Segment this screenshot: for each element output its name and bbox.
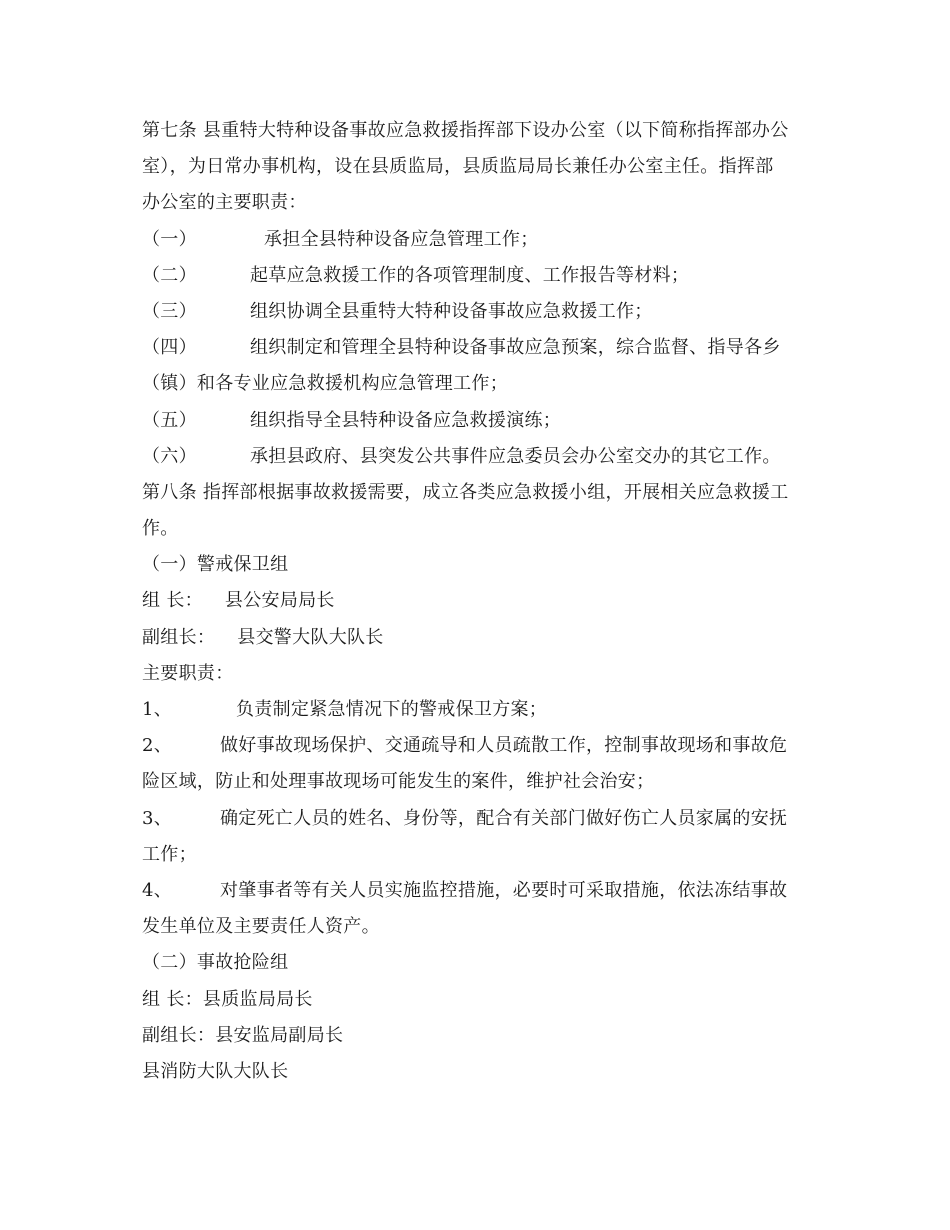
group2-extra: 县消防大队大队长 bbox=[142, 1060, 289, 1082]
duty-number: （一） bbox=[142, 228, 197, 250]
duty-text: 起草应急救援工作的各项管理制度、工作报告等材料； bbox=[250, 264, 690, 286]
leader-label: 组 长： bbox=[142, 590, 203, 612]
duty-item-2 bbox=[142, 258, 812, 294]
group1-title: （一）警戒保卫组 bbox=[142, 554, 289, 576]
group1-duty-4-continued: 发生单位及主要责任人资产。 bbox=[142, 916, 380, 938]
leader-name: 县公安局局长 bbox=[224, 590, 335, 612]
duty-item-4-continued: （镇）和各专业应急救援机构应急管理工作； bbox=[142, 373, 508, 395]
duty-text: 承担全县特种设备应急管理工作； bbox=[264, 228, 539, 250]
duty-text: 组织协调全县重特大特种设备事故应急救援工作； bbox=[250, 300, 653, 322]
group1-duties-title: 主要职责： bbox=[142, 662, 234, 684]
duty-number: 1、 bbox=[142, 699, 173, 720]
duty-text: 对肇事者等有关人员实施监控措施，必要时可采取措施，依法冻结事故 bbox=[220, 879, 788, 901]
group1-duty-3 bbox=[142, 801, 812, 837]
duty-item-1 bbox=[142, 222, 812, 258]
duty-text: 确定死亡人员的姓名、身份等，配合有关部门做好伤亡人员家属的安抚 bbox=[220, 807, 788, 829]
deputy-name: 县交警大队大队长 bbox=[237, 626, 384, 648]
group1-duty-1 bbox=[142, 692, 812, 728]
article8-line-1: 第八条 指挥部根据事故救援需要，成立各类应急救援小组，开展相关应急救援工 bbox=[142, 481, 789, 503]
duty-item-4 bbox=[142, 330, 812, 366]
duty-text: 承担县政府、县突发公共事件应急委员会办公室交办的其它工作。 bbox=[250, 445, 781, 467]
duty-text: 组织制定和管理全县特种设备事故应急预案，综合监督、指导各乡 bbox=[250, 337, 781, 359]
group1-leader bbox=[142, 583, 812, 619]
duty-item-3 bbox=[142, 294, 812, 330]
duty-number: （五） bbox=[142, 409, 197, 431]
duty-number: 4、 bbox=[142, 879, 173, 901]
group1-duty-3-continued: 工作； bbox=[142, 843, 197, 865]
deputy-label: 副组长： bbox=[142, 626, 216, 648]
duty-number: （六） bbox=[142, 445, 197, 467]
group2-title: （二）事故抢险组 bbox=[142, 952, 289, 974]
duty-number: （四） bbox=[142, 337, 197, 359]
duty-item-5 bbox=[142, 403, 812, 439]
group2-leader: 组 长：县质监局局长 bbox=[142, 988, 313, 1010]
duty-text: 做好事故现场保护、交通疏导和人员疏散工作，控制事故现场和事故危 bbox=[220, 735, 788, 757]
group2-deputy: 副组长：县安监局副局长 bbox=[142, 1024, 344, 1046]
duty-text: 组织指导全县特种设备应急救援演练； bbox=[250, 409, 562, 431]
group1-duty-4 bbox=[142, 873, 812, 909]
duty-number: 3、 bbox=[142, 807, 173, 829]
document-body bbox=[142, 113, 812, 1090]
group1-deputy bbox=[142, 620, 812, 656]
duty-number: （三） bbox=[142, 300, 197, 322]
group1-duty-2-continued: 险区域，防止和处理事故现场可能发生的案件，维护社会治安； bbox=[142, 771, 655, 793]
group1-duty-2 bbox=[142, 728, 812, 764]
article7-line-3: 办公室的主要职责： bbox=[142, 192, 307, 214]
article7-line-2: 室），为日常办事机构，设在县质监局，县质监局局长兼任办公室主任。指挥部 bbox=[142, 156, 774, 178]
article8-line-2: 作。 bbox=[142, 518, 179, 540]
article7-line-1: 第七条 县重特大特种设备事故应急救援指挥部下设办公室（以下简称指挥部办公 bbox=[142, 120, 789, 141]
duty-text: 负责制定紧急情况下的警戒保卫方案； bbox=[236, 699, 548, 720]
duty-item-6 bbox=[142, 439, 812, 475]
duty-number: （二） bbox=[142, 264, 197, 286]
duty-number: 2、 bbox=[142, 735, 173, 757]
